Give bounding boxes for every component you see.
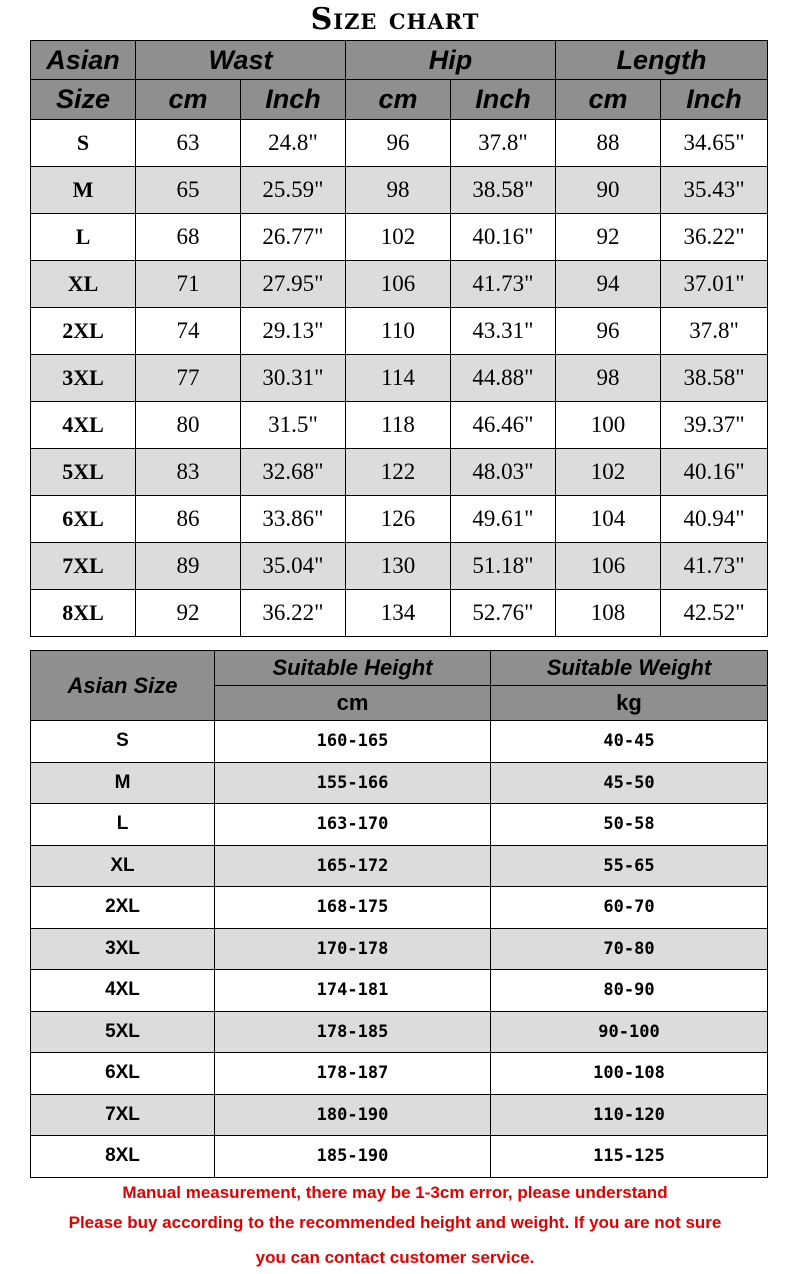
table-row xyxy=(31,928,768,970)
cell-height: 178-187 xyxy=(215,1053,491,1095)
cell-size: S xyxy=(31,120,136,167)
cell-waist-cm: 74 xyxy=(136,308,241,355)
cell-weight: 90-100 xyxy=(491,1011,768,1053)
cell-len-in: 37.8" xyxy=(661,308,768,355)
cell-hip-cm: 130 xyxy=(346,543,451,590)
cell-weight: 100-108 xyxy=(491,1053,768,1095)
cell-waist-in: 26.77" xyxy=(241,214,346,261)
cell-size: 4XL xyxy=(31,970,215,1012)
cell-waist-in: 27.95" xyxy=(241,261,346,308)
cell-hip-in: 52.76" xyxy=(451,590,556,637)
cell-height: 178-185 xyxy=(215,1011,491,1053)
table-row xyxy=(31,1094,768,1136)
cell-len-cm: 106 xyxy=(556,543,661,590)
cell-size: XL xyxy=(31,845,215,887)
cell-len-in: 39.37" xyxy=(661,402,768,449)
cell-weight: 50-58 xyxy=(491,804,768,846)
table-row xyxy=(31,402,768,449)
cell-hip-in: 49.61" xyxy=(451,496,556,543)
cell-size: 6XL xyxy=(31,1053,215,1095)
waist-inch-header: Inch xyxy=(241,80,346,120)
length-cm-header: cm xyxy=(556,80,661,120)
suitable-height-header: Suitable Height xyxy=(215,651,491,686)
cell-hip-in: 43.31" xyxy=(451,308,556,355)
height-weight-table xyxy=(30,650,768,1178)
cell-len-in: 38.58" xyxy=(661,355,768,402)
cell-size: L xyxy=(31,214,136,261)
cell-len-cm: 96 xyxy=(556,308,661,355)
cell-size: 6XL xyxy=(31,496,136,543)
cell-waist-cm: 68 xyxy=(136,214,241,261)
cell-height: 165-172 xyxy=(215,845,491,887)
cell-weight: 55-65 xyxy=(491,845,768,887)
cell-height: 155-166 xyxy=(215,762,491,804)
cell-height: 180-190 xyxy=(215,1094,491,1136)
length-header: Length xyxy=(556,41,768,80)
cell-len-cm: 98 xyxy=(556,355,661,402)
table-row xyxy=(31,120,768,167)
cell-len-in: 40.94" xyxy=(661,496,768,543)
cell-size: L xyxy=(31,804,215,846)
table-row xyxy=(31,308,768,355)
cell-len-in: 36.22" xyxy=(661,214,768,261)
page-title: Size chart xyxy=(310,2,480,37)
cell-weight: 110-120 xyxy=(491,1094,768,1136)
cell-size: 5XL xyxy=(31,449,136,496)
cell-len-in: 37.01" xyxy=(661,261,768,308)
cell-height: 163-170 xyxy=(215,804,491,846)
cell-len-cm: 90 xyxy=(556,167,661,214)
cell-waist-in: 30.31" xyxy=(241,355,346,402)
cell-waist-in: 24.8" xyxy=(241,120,346,167)
note-contact-service: you can contact customer service. xyxy=(255,1248,535,1267)
cell-len-cm: 108 xyxy=(556,590,661,637)
cell-waist-cm: 92 xyxy=(136,590,241,637)
cell-hip-in: 38.58" xyxy=(451,167,556,214)
table-row xyxy=(31,762,768,804)
asian-header: Asian xyxy=(31,41,136,80)
waist-cm-header: cm xyxy=(136,80,241,120)
hip-inch-header: Inch xyxy=(451,80,556,120)
cell-size: 7XL xyxy=(31,543,136,590)
cell-weight: 115-125 xyxy=(491,1136,768,1178)
cell-size: 3XL xyxy=(31,355,136,402)
cell-hip-cm: 126 xyxy=(346,496,451,543)
cell-hip-in: 46.46" xyxy=(451,402,556,449)
waist-header: Wast xyxy=(136,41,346,80)
cell-len-in: 40.16" xyxy=(661,449,768,496)
cell-waist-in: 25.59" xyxy=(241,167,346,214)
cell-hip-cm: 102 xyxy=(346,214,451,261)
cell-height: 170-178 xyxy=(215,928,491,970)
cell-waist-cm: 89 xyxy=(136,543,241,590)
cell-weight: 70-80 xyxy=(491,928,768,970)
cell-hip-in: 40.16" xyxy=(451,214,556,261)
cell-height: 185-190 xyxy=(215,1136,491,1178)
table-row xyxy=(31,1136,768,1178)
table-row xyxy=(31,167,768,214)
cell-hip-in: 44.88" xyxy=(451,355,556,402)
cell-len-in: 35.43" xyxy=(661,167,768,214)
cell-size: 2XL xyxy=(31,308,136,355)
cell-len-in: 34.65" xyxy=(661,120,768,167)
table-row xyxy=(31,804,768,846)
cell-hip-in: 51.18" xyxy=(451,543,556,590)
cell-weight: 80-90 xyxy=(491,970,768,1012)
cell-len-cm: 94 xyxy=(556,261,661,308)
table-row xyxy=(31,887,768,929)
cell-waist-cm: 77 xyxy=(136,355,241,402)
cell-size: 8XL xyxy=(31,1136,215,1178)
table-row xyxy=(31,261,768,308)
cell-waist-cm: 83 xyxy=(136,449,241,496)
table-row xyxy=(31,1053,768,1095)
table-row xyxy=(31,590,768,637)
size-header: Size xyxy=(31,80,136,120)
cell-len-in: 41.73" xyxy=(661,543,768,590)
cell-size: 4XL xyxy=(31,402,136,449)
cell-waist-in: 33.86" xyxy=(241,496,346,543)
cell-len-cm: 102 xyxy=(556,449,661,496)
cell-waist-in: 29.13" xyxy=(241,308,346,355)
cell-hip-cm: 122 xyxy=(346,449,451,496)
hip-header: Hip xyxy=(346,41,556,80)
cell-weight: 60-70 xyxy=(491,887,768,929)
note-buy-recommendation: Please buy according to the recommended height and weight. If you are not sure xyxy=(68,1213,722,1232)
cell-waist-cm: 71 xyxy=(136,261,241,308)
cell-size: XL xyxy=(31,261,136,308)
cell-height: 160-165 xyxy=(215,721,491,763)
cell-size: 7XL xyxy=(31,1094,215,1136)
cell-size: 3XL xyxy=(31,928,215,970)
cell-hip-cm: 106 xyxy=(346,261,451,308)
table-row xyxy=(31,214,768,261)
cell-len-cm: 88 xyxy=(556,120,661,167)
cell-waist-cm: 63 xyxy=(136,120,241,167)
cell-size: 5XL xyxy=(31,1011,215,1053)
cell-size: M xyxy=(31,762,215,804)
cell-size: S xyxy=(31,721,215,763)
cell-waist-in: 35.04" xyxy=(241,543,346,590)
cell-waist-in: 31.5" xyxy=(241,402,346,449)
cell-height: 174-181 xyxy=(215,970,491,1012)
hip-cm-header: cm xyxy=(346,80,451,120)
table-row xyxy=(31,721,768,763)
table-row xyxy=(31,845,768,887)
cell-hip-cm: 96 xyxy=(346,120,451,167)
cell-hip-cm: 98 xyxy=(346,167,451,214)
table-row xyxy=(31,970,768,1012)
note-measurement-error: Manual measurement, there may be 1-3cm error, please understand xyxy=(122,1183,668,1202)
length-inch-header: Inch xyxy=(661,80,768,120)
cell-len-in: 42.52" xyxy=(661,590,768,637)
cell-hip-cm: 118 xyxy=(346,402,451,449)
cell-hip-cm: 134 xyxy=(346,590,451,637)
cell-weight: 45-50 xyxy=(491,762,768,804)
table-row xyxy=(31,1011,768,1053)
cell-waist-cm: 80 xyxy=(136,402,241,449)
size-measurement-table xyxy=(30,40,768,637)
cell-weight: 40-45 xyxy=(491,721,768,763)
cell-size: 8XL xyxy=(31,590,136,637)
cell-size: 2XL xyxy=(31,887,215,929)
cell-height: 168-175 xyxy=(215,887,491,929)
table-row xyxy=(31,543,768,590)
cell-hip-cm: 114 xyxy=(346,355,451,402)
cell-size: M xyxy=(31,167,136,214)
suitable-weight-header: Suitable Weight xyxy=(491,651,768,686)
asian-size-header: Asian Size xyxy=(31,651,215,721)
cell-hip-in: 41.73" xyxy=(451,261,556,308)
cell-len-cm: 100 xyxy=(556,402,661,449)
table-row xyxy=(31,449,768,496)
cell-hip-in: 37.8" xyxy=(451,120,556,167)
cell-len-cm: 92 xyxy=(556,214,661,261)
height-cm-header: cm xyxy=(215,686,491,721)
cell-waist-in: 36.22" xyxy=(241,590,346,637)
cell-waist-in: 32.68" xyxy=(241,449,346,496)
table-row xyxy=(31,496,768,543)
cell-waist-cm: 86 xyxy=(136,496,241,543)
cell-len-cm: 104 xyxy=(556,496,661,543)
cell-hip-cm: 110 xyxy=(346,308,451,355)
cell-hip-in: 48.03" xyxy=(451,449,556,496)
weight-kg-header: kg xyxy=(491,686,768,721)
table-row xyxy=(31,355,768,402)
cell-waist-cm: 65 xyxy=(136,167,241,214)
